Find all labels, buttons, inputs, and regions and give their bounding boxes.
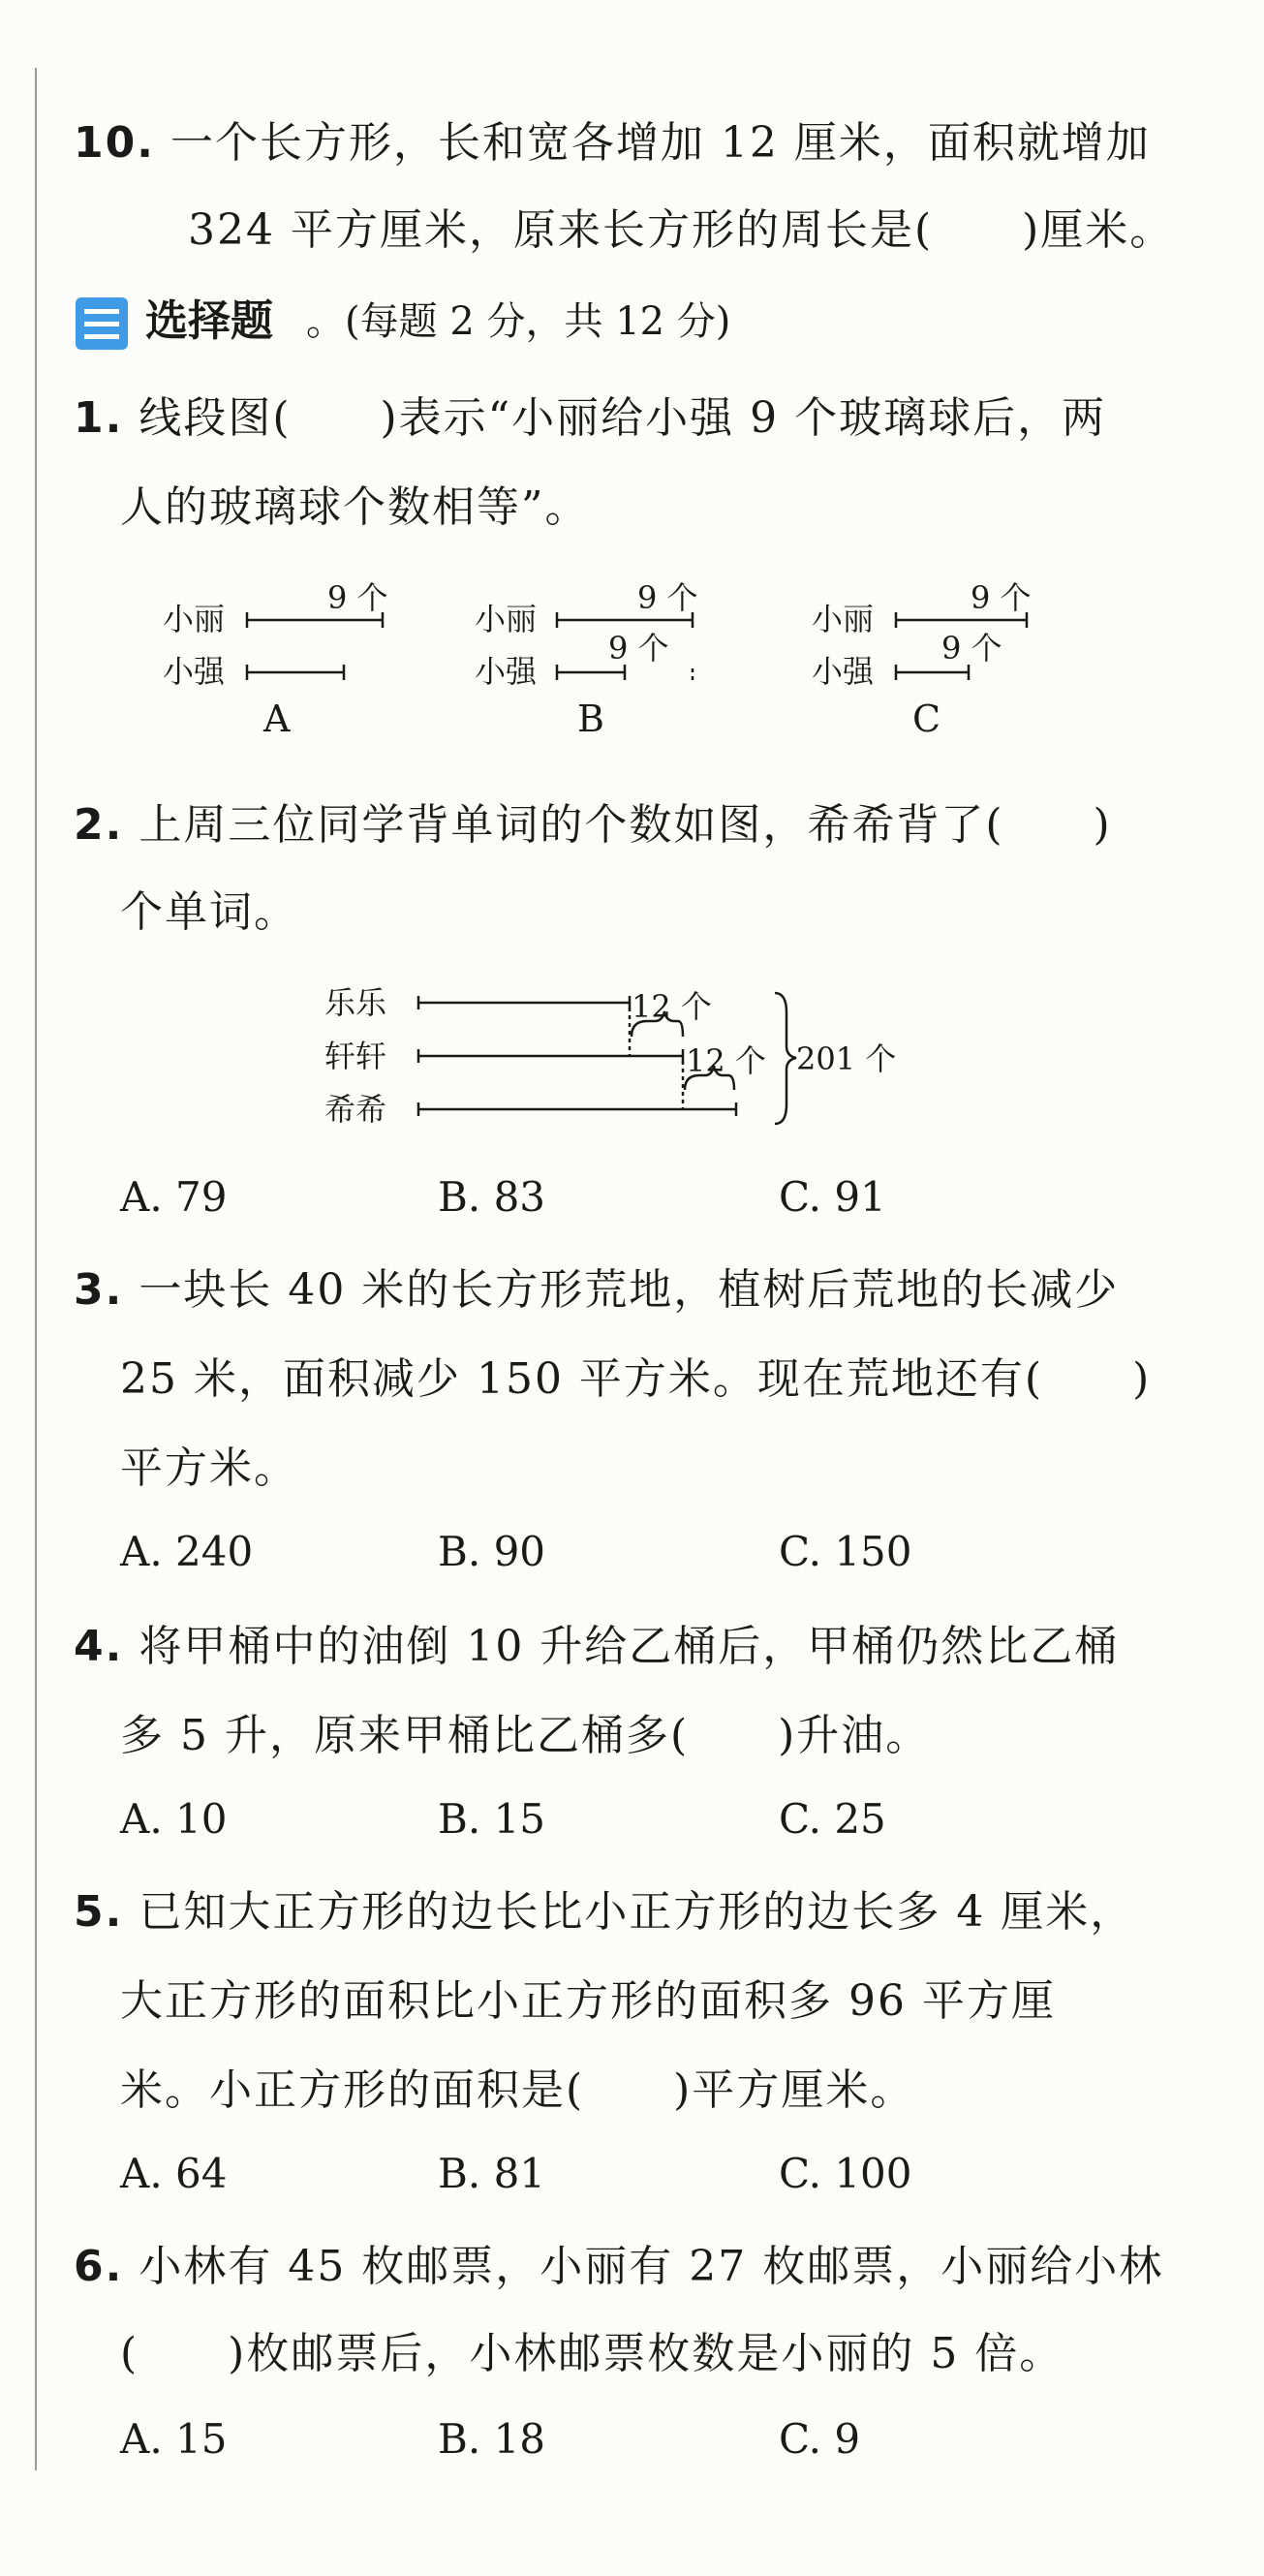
section-title: 选择题 — [145, 296, 273, 346]
question-text-line2: 大正方形的面积比小正方形的面积多 96 平方厘 — [120, 1976, 1056, 2026]
option-b[interactable]: B. 15 — [438, 1795, 546, 1843]
option-a[interactable]: A. 79 — [120, 1173, 228, 1221]
q2-name-xixi: 希希 — [324, 1091, 387, 1128]
question-text-line1: 小林有 45 枚邮票，小丽有 27 枚邮票，小丽给小林 — [139, 2242, 1164, 2291]
q1a-name2: 小强 — [163, 653, 226, 690]
option-b[interactable]: B. 83 — [438, 1173, 546, 1221]
q1b-nine-top: 9 个 — [637, 579, 698, 616]
page-margin-rule — [35, 68, 37, 2470]
question-number: 2. — [74, 800, 124, 850]
question-text-line2: ( )枚邮票后，小林邮票枚数是小丽的 5 倍。 — [120, 2329, 1064, 2378]
q1a-name1: 小丽 — [163, 601, 226, 637]
q1-option-a-label: A — [263, 698, 291, 740]
q2-name-xuanxuan: 轩轩 — [324, 1038, 387, 1074]
question-text-line2: 25 米，面积减少 150 平方米。现在荒地还有( ) — [120, 1354, 1152, 1404]
question-number: 3. — [74, 1265, 124, 1315]
option-a[interactable]: A. 15 — [120, 2415, 228, 2463]
q2-segment-diagram — [0, 969, 1264, 1143]
section-three-icon — [76, 297, 128, 350]
q1-segment-diagrams — [0, 562, 1264, 775]
q2-total: 201 个 — [796, 1040, 897, 1077]
question-text-line1: 已知大正方形的边长比小正方形的边长多 4 厘米， — [139, 1887, 1135, 1937]
option-b[interactable]: B. 18 — [438, 2415, 546, 2463]
question-number: 1. — [74, 393, 124, 443]
question-number: 4. — [74, 1622, 124, 1671]
question-text-line2: 324 平方厘米，原来长方形的周长是( )厘米。 — [188, 205, 1175, 255]
option-a[interactable]: A. 64 — [120, 2150, 228, 2197]
option-c[interactable]: C. 91 — [779, 1173, 886, 1221]
question-text-line2: 人的玻璃球个数相等”。 — [120, 482, 590, 532]
question-text-line2: 多 5 升，原来甲桶比乙桶多( )升油。 — [120, 1711, 931, 1760]
section-subtitle: 。(每题 2 分，共 12 分) — [306, 299, 731, 344]
q2-name-lele: 乐乐 — [324, 984, 387, 1021]
q1c-name1: 小丽 — [812, 601, 875, 637]
question-number: 10. — [74, 118, 155, 168]
q1c-nine-top: 9 个 — [971, 579, 1032, 616]
option-c[interactable]: C. 9 — [779, 2415, 861, 2463]
question-text-line1: 一个长方形，长和宽各增加 12 厘米，面积就增加 — [170, 118, 1151, 168]
option-b[interactable]: B. 90 — [438, 1528, 546, 1575]
question-number: 6. — [74, 2242, 124, 2291]
q1-option-c-label: C — [912, 698, 941, 740]
q1b-nine-bottom: 9 个 — [608, 630, 669, 667]
question-text-line1: 线段图( )表示“小丽给小强 9 个玻璃球后，两 — [139, 393, 1107, 443]
question-text-line1: 一块长 40 米的长方形荒地，植树后荒地的长减少 — [139, 1265, 1120, 1315]
option-c[interactable]: C. 25 — [779, 1795, 886, 1843]
question-text-line2: 个单词。 — [120, 887, 298, 937]
q1b-name2: 小强 — [475, 653, 538, 690]
option-c[interactable]: C. 100 — [779, 2150, 912, 2197]
option-a[interactable]: A. 10 — [120, 1795, 228, 1843]
q1b-name1: 小丽 — [475, 601, 538, 637]
question-number: 5. — [74, 1887, 124, 1937]
question-text-line3: 平方米。 — [120, 1443, 298, 1493]
q1a-nine: 9 个 — [327, 579, 388, 616]
question-text-line1: 将甲桶中的油倒 10 升给乙桶后，甲桶仍然比乙桶 — [139, 1622, 1120, 1671]
q1c-nine-bottom: 9 个 — [941, 630, 1002, 667]
q1-option-b-label: B — [577, 698, 604, 740]
question-text-line1: 上周三位同学背单词的个数如图，希希背了( ) — [139, 800, 1112, 850]
q2-diff-1: 12 个 — [632, 988, 712, 1025]
option-b[interactable]: B. 81 — [438, 2150, 546, 2197]
option-c[interactable]: C. 150 — [779, 1528, 912, 1575]
option-a[interactable]: A. 240 — [120, 1528, 254, 1575]
q1c-name2: 小强 — [812, 653, 875, 690]
q2-diff-2: 12 个 — [686, 1042, 766, 1079]
question-text-line3: 米。小正方形的面积是( )平方厘米。 — [120, 2065, 915, 2115]
